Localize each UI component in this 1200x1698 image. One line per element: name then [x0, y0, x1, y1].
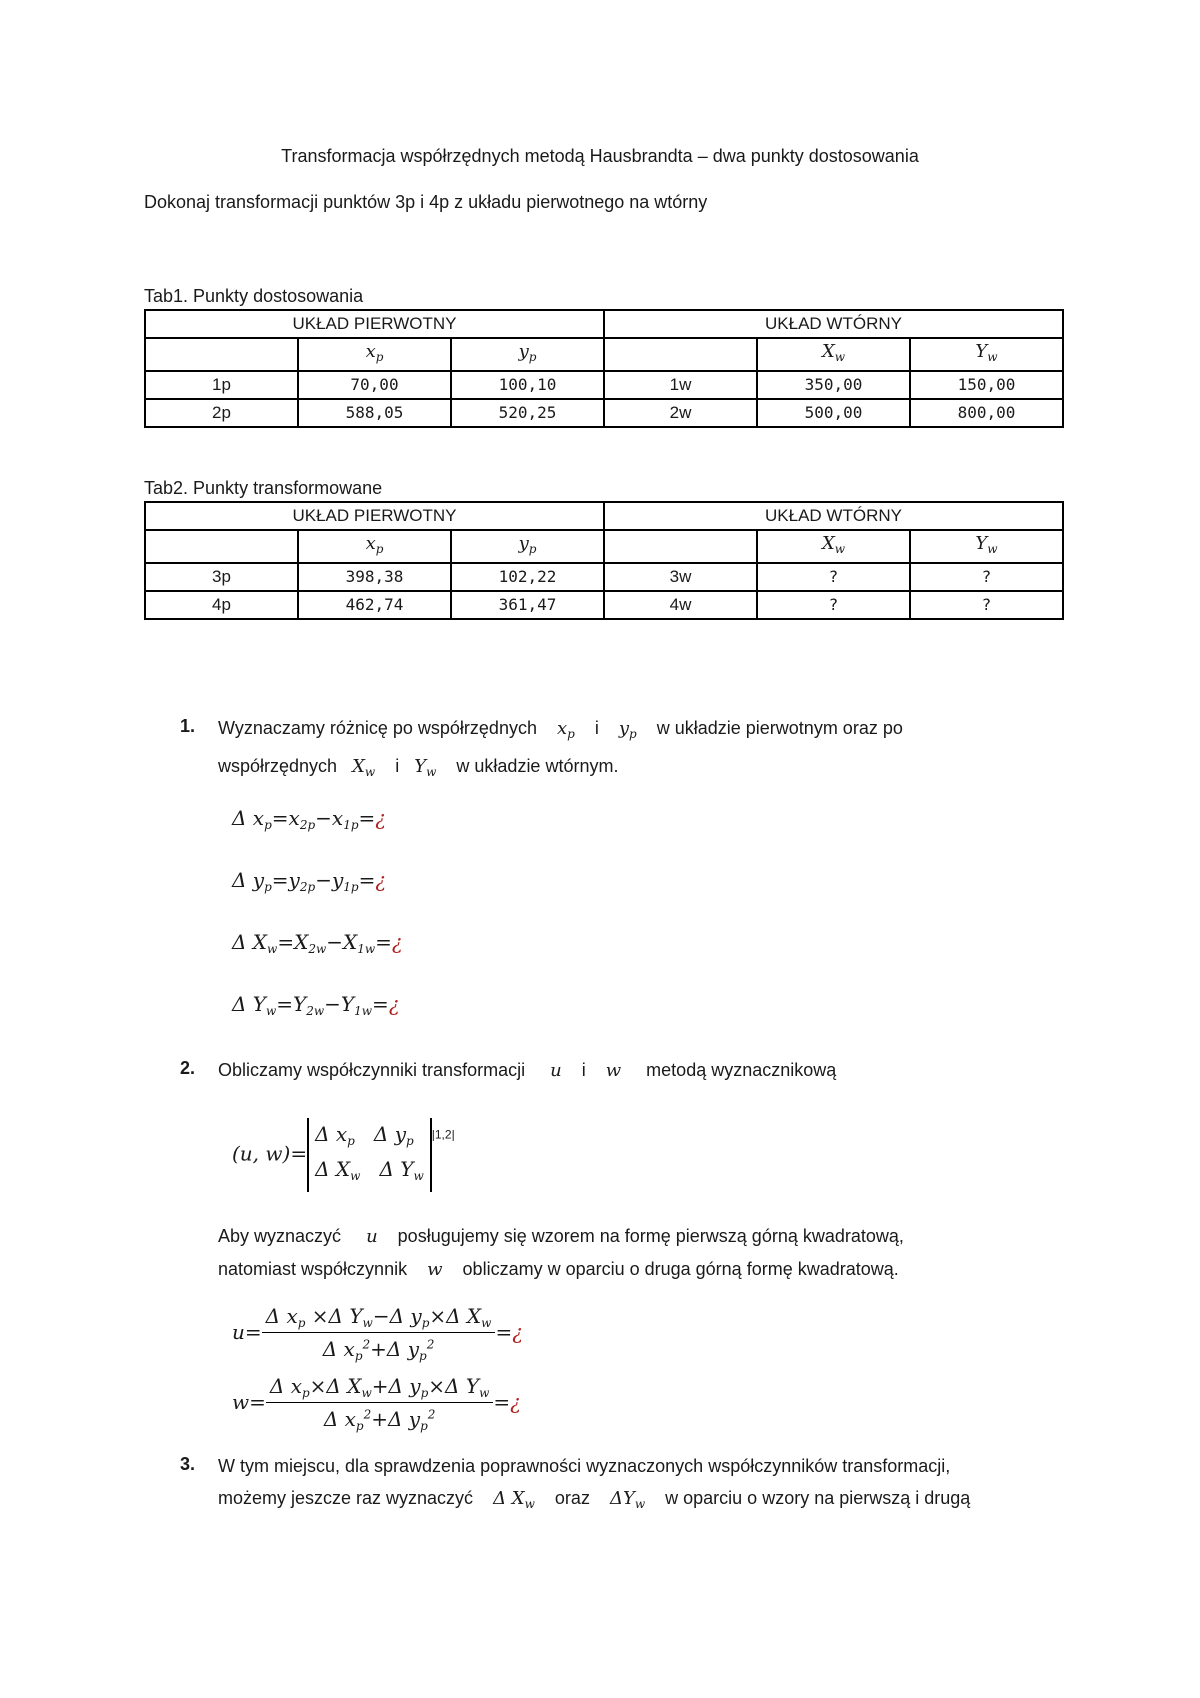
determinant-matrix: Δ $x_p$ Δ $y_p$ Δ $X_w$ Δ $Y_w$: [307, 1118, 432, 1192]
tab2-header-empty: [604, 530, 757, 563]
table-row: [145, 399, 1063, 427]
tab1-table: [144, 309, 1064, 428]
yp-value: 361,47: [451, 591, 604, 619]
step1-number: 1.: [180, 716, 196, 736]
table-row: [145, 371, 1063, 399]
tab1-header-Xw: $X_w$: [757, 338, 910, 371]
unknown-mark: ¿: [388, 992, 400, 1016]
point-id: 2p: [145, 399, 298, 427]
tab2-header-empty: [145, 530, 298, 563]
step2-paragraph: [218, 1220, 1064, 1286]
delta-Xw-symbol: Δ $X_w$: [493, 1488, 535, 1511]
Xw-value: ?: [757, 591, 910, 619]
step2-number: 2.: [180, 1058, 196, 1078]
step2-para-d: obliczamy w oparciu o druga górną formę kwadratową.: [462, 1259, 899, 1279]
Yw-value: 800,00: [910, 399, 1063, 427]
step1-text-d: w układzie wtórnym.: [456, 756, 619, 776]
tab1-header-xp: $x_p$: [298, 338, 451, 371]
step2-para-b: posługujemy się wzorem na formę pierwszą górną kwadratową,: [397, 1226, 904, 1246]
step3-line1: W tym miejscu, dla sprawdzenia poprawności wyznaczonych współczynników transformacji,: [218, 1456, 951, 1476]
tab2-table: [144, 501, 1064, 620]
point-id: 2w: [604, 399, 757, 427]
step1-text-i: i: [594, 718, 599, 738]
unknown-mark: ¿: [510, 1390, 521, 1414]
yp-symbol: $y_p$: [618, 718, 637, 741]
step2-text-i: i: [581, 1060, 586, 1080]
tab1-group-primary: UKŁAD PIERWOTNY: [145, 310, 604, 338]
unknown-mark: ¿: [375, 868, 387, 892]
document-title: Transformacja współrzędnych metodą Hausbrandta – dwa punkty dostosowania: [281, 146, 919, 166]
xp-value: 70,00: [298, 371, 451, 399]
tab2-group-secondary: UKŁAD WTÓRNY: [604, 502, 1063, 530]
Yw-value: ?: [910, 563, 1063, 591]
Xw-value: 350,00: [757, 371, 910, 399]
table-row: [145, 591, 1063, 619]
point-id: 4p: [145, 591, 298, 619]
step3-text-oraz: oraz: [554, 1488, 590, 1508]
point-id: 3p: [145, 563, 298, 591]
step2-text-a: Obliczamy współczynniki transformacji: [218, 1060, 526, 1080]
w-fraction: $\frac{\Delta x_p\times\Delta X_w+\Delta y_p\times\Delta Y_w}{\Delta x_p^2+\Delta y_p^2}$: [266, 1374, 493, 1433]
Xw-value: ?: [757, 563, 910, 591]
w-symbol: w: [605, 1060, 622, 1081]
equation-delta-xp: Δ $x_p=x_{2p}-x_{1p}=¿$: [232, 806, 387, 832]
xp-value: 398,38: [298, 563, 451, 591]
step2-para-c: natomiast współczynnik: [218, 1259, 408, 1279]
determinant-equation: (u, w)=Δ $x_p$ Δ $y_p$ Δ $X_w$ Δ $Y_w^{|1,2|}$: [232, 1118, 455, 1192]
step3-text: [218, 1450, 1064, 1520]
tab1-header-Yw: $Y_w$: [910, 338, 1063, 371]
equation-delta-Xw: Δ $X_w=X_{2w}-X_{1w}=¿$: [232, 930, 403, 956]
task-instruction: Dokonaj transformacji punktów 3p i 4p z układu pierwotnego na wtórny: [144, 192, 708, 212]
tab1-header-empty: [604, 338, 757, 371]
step3-number: 3.: [180, 1454, 196, 1474]
step2-para-a: Aby wyznaczyć: [218, 1226, 342, 1246]
point-id: 1w: [604, 371, 757, 399]
unknown-mark: ¿: [512, 1320, 523, 1344]
tab2-header-Xw: $X_w$: [757, 530, 910, 563]
xp-value: 462,74: [298, 591, 451, 619]
step3-text-a: możemy jeszcze raz wyznaczyć: [218, 1488, 474, 1508]
xp-value: 588,05: [298, 399, 451, 427]
u-fraction: $\frac{\Delta x_p \times\Delta Y_w-\Delta y_p\times\Delta X_w}{\Delta x_p^2+\Delta y_p^2}$: [262, 1304, 496, 1363]
step1-text: [218, 712, 1064, 788]
tab1-header-yp: $y_p$: [451, 338, 604, 371]
point-id: 3w: [604, 563, 757, 591]
unknown-mark: ¿: [375, 806, 387, 830]
step1-text-i2: i: [395, 756, 400, 776]
step1-text-a: Wyznaczamy różnicę po współrzędnych: [218, 718, 537, 738]
equation-delta-yp: Δ $y_p=y_{2p}-y_{1p}=¿$: [232, 868, 387, 894]
tab2-group-primary: UKŁAD PIERWOTNY: [145, 502, 604, 530]
point-id: 4w: [604, 591, 757, 619]
unknown-mark: ¿: [391, 930, 403, 954]
tab1-header-empty: [145, 338, 298, 371]
determinant-superscript: |1,2|: [431, 1127, 455, 1142]
w-symbol: w: [427, 1259, 443, 1280]
tab1-group-secondary: UKŁAD WTÓRNY: [604, 310, 1063, 338]
u-symbol: u: [550, 1060, 562, 1081]
Yw-symbol: $Y_w$: [414, 756, 437, 779]
Yw-value: ?: [910, 591, 1063, 619]
Yw-value: 150,00: [910, 371, 1063, 399]
tab2-caption: Tab2. Punkty transformowane: [144, 478, 383, 498]
step1-text-b: w układzie pierwotnym oraz po: [656, 718, 903, 738]
delta-Yw-symbol: $\Delta Y_w$: [609, 1488, 646, 1511]
equation-u: u= $\frac{\Delta x_p \times\Delta Y_w-\Delta y_p\times\Delta X_w}{\Delta x_p^2+\Delta y_p^2}$ =¿: [232, 1304, 523, 1363]
yp-value: 102,22: [451, 563, 604, 591]
tab1-caption: Tab1. Punkty dostosowania: [144, 286, 364, 306]
tab2-header-xp: $x_p$: [298, 530, 451, 563]
yp-value: 100,10: [451, 371, 604, 399]
step2-text-b: metodą wyznacznikową: [646, 1060, 837, 1080]
step1-text-c: współrzędnych: [218, 756, 338, 776]
u-symbol: u: [366, 1226, 378, 1247]
point-id: 1p: [145, 371, 298, 399]
table-row: [145, 563, 1063, 591]
tab2-header-yp: $y_p$: [451, 530, 604, 563]
step3-text-b: w oparciu o wzory na pierwszą i drugą: [665, 1488, 971, 1508]
xp-symbol: $x_p$: [556, 718, 575, 741]
equation-w: w= $\frac{\Delta x_p\times\Delta X_w+\Delta y_p\times\Delta Y_w}{\Delta x_p^2+\Delta y_p^2}$ =¿: [232, 1374, 521, 1433]
yp-value: 520,25: [451, 399, 604, 427]
step2-text: [218, 1054, 1064, 1087]
Xw-symbol: $X_w$: [352, 756, 376, 779]
Xw-value: 500,00: [757, 399, 910, 427]
tab2-header-Yw: $Y_w$: [910, 530, 1063, 563]
equation-delta-Yw: Δ $Y_w=Y_{2w}-Y_{1w}=¿$: [232, 992, 400, 1018]
